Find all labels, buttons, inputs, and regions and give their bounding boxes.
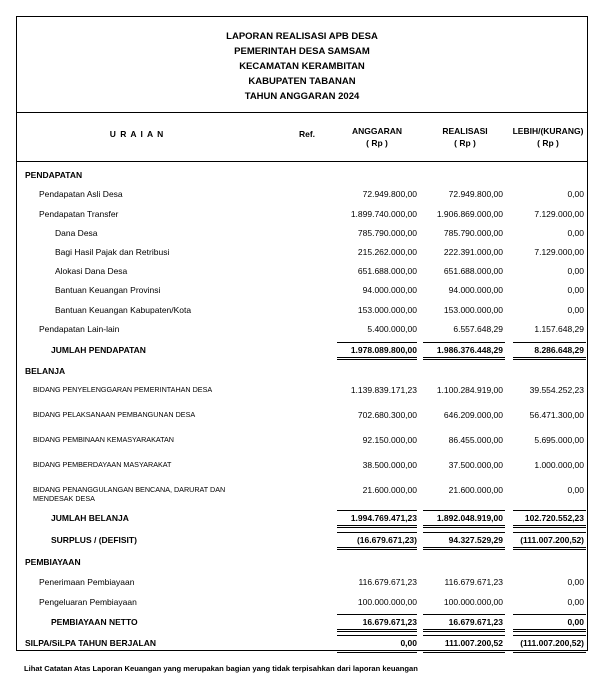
row-value-r: 111.007.200,52 [444, 638, 503, 648]
total-bottom-rule [513, 629, 586, 632]
total-bottom-rule [337, 547, 417, 550]
row-value-a: 92.150.000,00 [362, 435, 417, 445]
row-label: Bantuan Keuangan Provinsi [55, 285, 161, 295]
report-regency: KABUPATEN TABANAN [248, 76, 356, 87]
row-value-r: 785.790.000,00 [443, 228, 503, 238]
col-anggaran-unit: ( Rp ) [366, 138, 388, 148]
row-value-a: 0,00 [400, 638, 417, 648]
row-value-l: 0,00 [567, 266, 584, 276]
report-village: PEMERINTAH DESA SAMSAM [234, 46, 370, 57]
total-bottom-rule [337, 629, 417, 632]
row-label: Pendapatan Transfer [39, 209, 119, 219]
total-bottom-rule [513, 357, 586, 360]
row-label: Bantuan Keuangan Kabupaten/Kota [55, 305, 192, 315]
row-value-l: 1.157.648,29 [534, 324, 584, 334]
total-top-rule [423, 614, 505, 615]
row-value-l: 0,00 [567, 305, 584, 315]
row-value-a: 1.899.740.000,00 [350, 209, 417, 219]
total-top-rule [423, 532, 505, 533]
report-title: LAPORAN REALISASI APB DESA [226, 31, 378, 42]
row-value-a: 1.994.769.471,23 [350, 513, 417, 523]
row-value-l: 0,00 [567, 617, 584, 627]
row-value-r: 6.557.648,29 [453, 324, 503, 334]
row-value-r: 37.500.000,00 [448, 460, 503, 470]
row-label: BIDANG PEMBINAAN KEMASYARAKATAN [33, 435, 174, 444]
row-value-a: 215.262.000,00 [357, 247, 417, 257]
total-bottom-rule [513, 547, 586, 550]
row-value-r: 1.906.869.000,00 [436, 209, 503, 219]
section-heading [17, 366, 587, 380]
row-label: Pengeluaran Pembiayaan [39, 597, 137, 607]
row-label: SURPLUS / (DEFISIT) [51, 535, 137, 545]
row-value-r: 1.986.376.448,29 [436, 345, 503, 355]
report-year: TAHUN ANGGARAN 2024 [244, 91, 360, 102]
table-row [17, 247, 587, 261]
row-value-l: 0,00 [567, 189, 584, 199]
table-row [17, 410, 587, 424]
table-row [17, 577, 587, 591]
row-value-l: 0,00 [567, 577, 584, 587]
row-value-a: 1.978.089.800,00 [350, 345, 417, 355]
row-value-r: 94.327.529,29 [448, 535, 503, 545]
col-ref: Ref. [298, 129, 316, 139]
total-bottom-rule [423, 650, 505, 653]
row-label: PEMBIAYAAN NETTO [51, 617, 138, 627]
table-row [17, 460, 587, 474]
col-lebih [507, 125, 589, 149]
row-value-a: 38.500.000,00 [362, 460, 417, 470]
row-value-a: 1.139.839.171,23 [350, 385, 417, 395]
row-label: Pendapatan Asli Desa [39, 189, 123, 199]
row-value-a: 100.000.000,00 [357, 597, 417, 607]
table-row [17, 228, 587, 242]
row-value-a: 72.949.800,00 [362, 189, 417, 199]
row-value-l: 7.129.000,00 [534, 209, 584, 219]
total-top-rule [513, 510, 586, 511]
table-row [17, 305, 587, 319]
row-label: Penerimaan Pembiayaan [39, 577, 135, 587]
row-value-r: 1.892.048.919,00 [436, 513, 503, 523]
row-value-r: 222.391.000,00 [443, 247, 503, 257]
row-value-a: 116.679.671,23 [358, 577, 417, 587]
total-bottom-rule [423, 547, 505, 550]
row-value-r: 116.679.671,23 [444, 577, 503, 587]
row-value-a: 21.600.000,00 [362, 485, 417, 495]
row-label: Alokasi Dana Desa [55, 266, 128, 276]
row-value-l: 0,00 [567, 285, 584, 295]
row-label: BIDANG PEMBERDAYAAN MASYARAKAT [33, 460, 172, 469]
row-value-l: 0,00 [567, 228, 584, 238]
row-value-l: (111.007.200,52) [520, 638, 584, 648]
col-realisasi-unit: ( Rp ) [454, 138, 476, 148]
table-row [17, 485, 587, 503]
col-realisasi-label: REALISASI [442, 126, 488, 136]
row-value-l: 0,00 [567, 597, 584, 607]
total-bottom-rule [423, 629, 505, 632]
row-value-r: 646.209.000,00 [443, 410, 503, 420]
row-value-r: 1.100.284.919,00 [436, 385, 503, 395]
row-value-l: 1.000.000,00 [534, 460, 584, 470]
row-value-a: 153.000.000,00 [357, 305, 417, 315]
section-heading [17, 170, 587, 184]
row-value-r: 16.679.671,23 [448, 617, 503, 627]
section-heading [17, 557, 587, 571]
row-value-l: 7.129.000,00 [534, 247, 584, 257]
total-bottom-rule [513, 650, 586, 653]
column-divider [17, 161, 587, 162]
table-row [17, 285, 587, 299]
row-value-l: 102.720.552,23 [524, 513, 584, 523]
table-row [17, 435, 587, 449]
total-top-rule [513, 635, 586, 636]
total-top-rule [337, 614, 417, 615]
row-value-r: 153.000.000,00 [443, 305, 503, 315]
row-label: BIDANG PENANGGULANGAN BENCANA, DARURAT DAN MENDESAK DESA [33, 485, 226, 503]
row-label: PENDAPATAN [25, 170, 83, 180]
total-bottom-rule [423, 525, 505, 528]
total-bottom-rule [423, 357, 505, 360]
row-value-l: 0,00 [567, 485, 584, 495]
row-value-r: 94.000.000,00 [448, 285, 503, 295]
row-label: SILPA/SiLPA TAHUN BERJALAN [25, 638, 156, 648]
row-value-a: 702.680.300,00 [357, 410, 417, 420]
row-value-a: (16.679.671,23) [356, 535, 417, 545]
total-top-rule [513, 532, 586, 533]
row-value-l: (111.007.200,52) [520, 535, 584, 545]
row-label: JUMLAH BELANJA [51, 513, 129, 523]
row-value-r: 651.688.000,00 [443, 266, 503, 276]
row-value-r: 86.455.000,00 [448, 435, 503, 445]
row-label: JUMLAH PENDAPATAN [51, 345, 146, 355]
header-divider [17, 112, 587, 113]
row-label: BIDANG PELAKSANAAN PEMBANGUNAN DESA [33, 410, 196, 419]
total-top-rule [337, 635, 417, 636]
row-label: Bagi Hasil Pajak dan Retribusi [55, 247, 170, 257]
col-anggaran [337, 125, 417, 149]
col-uraian: U R A I A N [109, 129, 165, 139]
row-value-a: 94.000.000,00 [362, 285, 417, 295]
total-top-rule [423, 510, 505, 511]
row-value-r: 21.600.000,00 [448, 485, 503, 495]
table-row [17, 189, 587, 203]
row-label: BELANJA [25, 366, 66, 376]
row-value-a: 5.400.000,00 [367, 324, 417, 334]
row-value-l: 39.554.252,23 [529, 385, 584, 395]
table-row [17, 266, 587, 280]
table-row [17, 385, 587, 399]
total-top-rule [513, 342, 586, 343]
row-label: PEMBIAYAAN [25, 557, 81, 567]
row-value-l: 56.471.300,00 [529, 410, 584, 420]
total-top-rule [423, 342, 505, 343]
col-lebih-unit: ( Rp ) [537, 138, 559, 148]
table-row [17, 324, 587, 338]
total-top-rule [337, 510, 417, 511]
total-top-rule [513, 614, 586, 615]
row-label: Pendapatan Lain-lain [39, 324, 120, 334]
row-value-a: 651.688.000,00 [357, 266, 417, 276]
row-value-r: 72.949.800,00 [448, 189, 503, 199]
col-lebih-label: LEBIH/(KURANG) [512, 126, 584, 136]
row-label: Dana Desa [55, 228, 98, 238]
row-value-l: 8.286.648,29 [534, 345, 584, 355]
row-label: BIDANG PENYELENGGARAN PEMERINTAHAN DESA [33, 385, 213, 394]
total-bottom-rule [337, 650, 417, 653]
total-bottom-rule [337, 357, 417, 360]
report-frame [16, 16, 588, 651]
col-realisasi [425, 125, 505, 149]
row-value-r: 100.000.000,00 [443, 597, 503, 607]
table-row [17, 209, 587, 223]
total-top-rule [337, 532, 417, 533]
table-row [17, 597, 587, 611]
total-top-rule [337, 342, 417, 343]
footnote: Lihat Catatan Atas Laporan Keuangan yang merupakan bagian yang tidak terpisahkan dari laporan keuangan [24, 664, 418, 673]
total-bottom-rule [337, 525, 417, 528]
col-anggaran-label: ANGGARAN [351, 126, 403, 136]
total-top-rule [423, 635, 505, 636]
row-value-l: 5.695.000,00 [534, 435, 584, 445]
row-value-a: 785.790.000,00 [357, 228, 417, 238]
report-district: KECAMATAN KERAMBITAN [239, 61, 365, 72]
row-value-a: 16.679.671,23 [362, 617, 417, 627]
total-bottom-rule [513, 525, 586, 528]
